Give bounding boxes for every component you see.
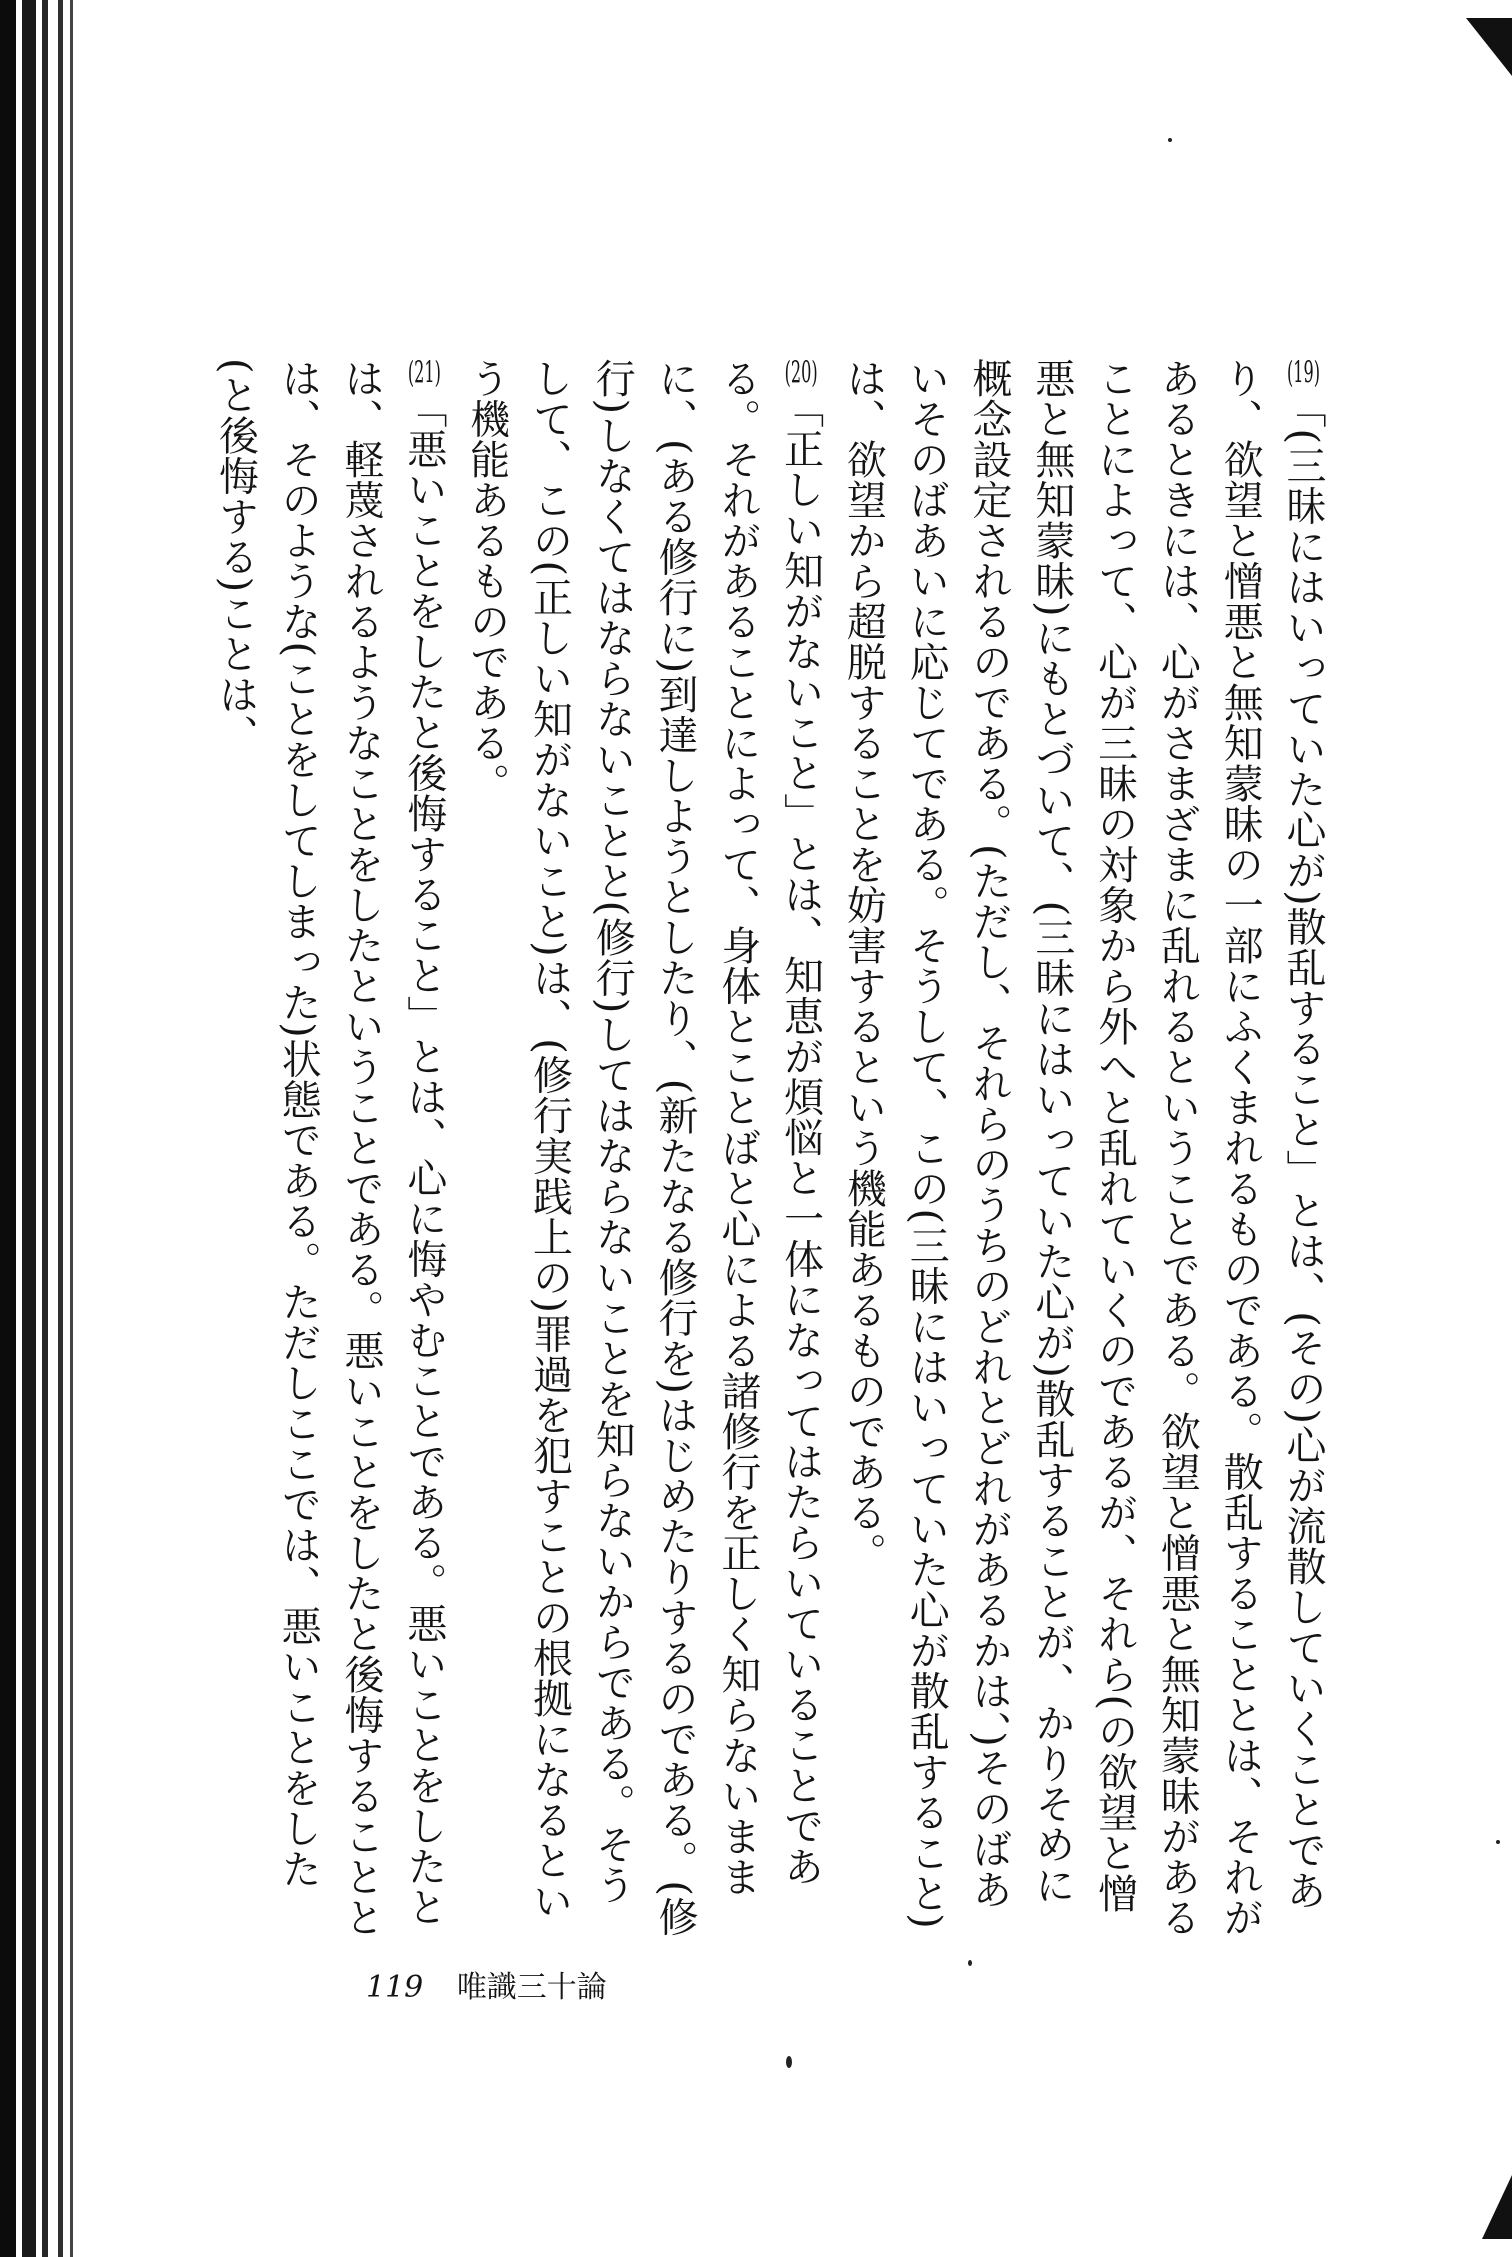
entry-text: 「(三昧にはいっていた心が)散乱すること」とは、(その)心が流散していくことであり、欲望と憎悪と無知蒙昧の一部にふくまれるものである。散乱することとは、それがあるときには、心がさまざまに乱れるということである。欲望と憎悪と無知蒙昧があることによって、心が三昧の対象から外へと乱れていくのであるが、それら(の欲望と憎悪と無知蒙昧)にもとづいて、(三昧にはいっていた心が)散乱することが、かりそめに概念設定されるのである。(ただし、それらのうちのどれとどれがあるかは、)そのばあいそのばあいに応じてである。そうして、この(三昧にはいっていた心が散乱すること)は、欲望から超脱することを妨害するという機能あるものである。 <box>840 358 1326 1938</box>
entry-21 <box>204 358 455 1938</box>
entry-19 <box>832 358 1334 1938</box>
scan-corner-bottom <box>1482 2175 1512 2239</box>
entry-text: 「悪いことをしたと後悔すること」とは、心に悔やむことである。悪いことをしたとは、軽蔑されるようなことをしたということである。悪いことをしたと後悔することとは、そのような(ことをしてしまった)状態である。ただしここでは、悪いことをした(と後悔する)ことは、 <box>212 358 447 1938</box>
entry-text: 「正しい知がないこと」とは、知恵が煩悩と一体になってはたらいていることである。それがあることによって、身体とことばと心による諸修行を正しく知らないままに、(ある修行に)到達しようとしたり、(新たなる修行を)はじめたりするのである。(修行)しなくてはならないことと(修行)してはならないことを知らないからである。そうして、この(正しい知がないこと)は、(修行実践上の)罪過を犯すことの根拠になるという機能あるものである。 <box>463 358 824 1938</box>
scan-speck <box>1496 1840 1500 1844</box>
entry-number: (21) <box>407 358 441 388</box>
running-title: 唯識三十論 <box>456 1970 607 2005</box>
page-footer <box>366 1962 607 2006</box>
scan-corner-top <box>1466 18 1512 76</box>
page-number: 119 <box>366 1970 424 2005</box>
binding-edge <box>0 0 80 2257</box>
entry-number: (20) <box>784 358 818 388</box>
scan-speck <box>968 1960 972 1966</box>
vertical-text-body <box>164 358 1334 1938</box>
entry-20 <box>455 358 832 1938</box>
scan-speck <box>1168 138 1172 142</box>
entry-number: (19) <box>1287 358 1320 388</box>
scan-speck <box>786 2056 792 2068</box>
